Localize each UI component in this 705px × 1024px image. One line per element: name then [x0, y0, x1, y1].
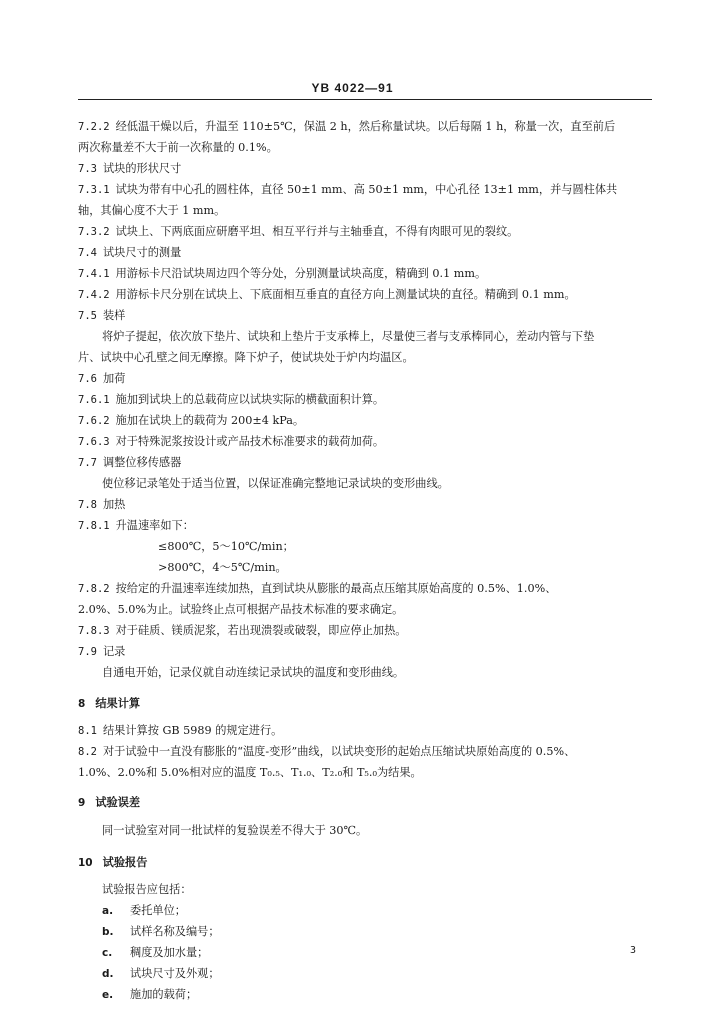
clause-number: 7.2.2	[78, 121, 110, 133]
clause-text-line: 将炉子提起，依次放下垫片、试块和上垫片于支承棒上，尽量使三者与支承棒同心，差动内管与下垫	[102, 330, 595, 343]
page-number: 3	[630, 945, 637, 956]
list-item-text: 试样名称及编号；	[130, 925, 220, 938]
list-item-letter: a.	[102, 905, 114, 917]
clause-number: 7.6.1	[78, 394, 110, 406]
list-item	[102, 925, 220, 939]
clause-text-line: 轴，其偏心度不大于 1 mm。	[78, 204, 226, 217]
list-item-letter: b.	[102, 926, 114, 938]
clause-text-line: 片、试块中心孔壁之间无摩擦。降下炉子，使试块处于炉内均温区。	[78, 351, 414, 364]
section-9-heading	[78, 796, 140, 810]
clause-7-3	[78, 162, 181, 176]
section-10-heading	[78, 856, 147, 870]
section-number: 8	[78, 698, 86, 710]
clause-number: 7.8.2	[78, 583, 110, 595]
clause-text-line: 使位移记录笔处于适当位置，以保证准确完整地记录试块的变形曲线。	[102, 477, 449, 490]
clause-8-1	[78, 724, 282, 738]
list-item-text: 稠度及加水量；	[130, 946, 209, 959]
clause-7-8-1	[78, 519, 194, 533]
clause-text: 对于硅质、镁质泥浆，若出现溃裂或破裂，即应停止加热。	[115, 624, 407, 637]
clause-7-6-1	[78, 393, 384, 407]
clause-number: 7.6	[78, 373, 97, 385]
clause-number: 7.8	[78, 499, 97, 511]
clause-7-7	[78, 456, 181, 470]
clause-number: 7.7	[78, 457, 97, 469]
list-item-text: 试块尺寸及外观；	[130, 967, 220, 980]
clause-text: 对于试验中一直没有膨胀的“温度-变形”曲线，以试块变形的起始点压缩试块原始高度的 0.5%、	[102, 745, 576, 758]
clause-text: 试块为带有中心孔的圆柱体，直径 50±1 mm、高 50±1 mm，中心孔径 13±1 mm，并与圆柱体共	[115, 183, 618, 196]
clause-7-4-2	[78, 288, 576, 302]
clause-7-2-2	[78, 120, 615, 134]
clause-7-4	[78, 246, 181, 260]
clause-number: 7.8.1	[78, 520, 110, 532]
clause-number: 8.2	[78, 746, 97, 758]
list-item-letter: e.	[102, 989, 114, 1001]
standard-code-header: YB 4022—91	[311, 81, 394, 95]
clause-text-line: 同一试验室对同一批试样的复验误差不得大于 30℃。	[102, 824, 368, 837]
list-item-text: 施加的载荷；	[130, 988, 198, 1001]
clause-text: 对于特殊泥浆按设计或产品技术标准要求的载荷加荷。	[115, 435, 385, 448]
clause-7-6-2	[78, 414, 304, 428]
clause-text-line: 自通电开始，记录仪就自动连续记录试块的温度和变形曲线。	[102, 666, 405, 679]
clause-number: 7.3.1	[78, 184, 110, 196]
list-item-letter: c.	[102, 947, 113, 959]
clause-text-line: 1.0%、2.0%和 5.0%相对应的温度 T₀.₅、T₁.₀、T₂.₀和 T₅.₀为结果。	[78, 766, 422, 779]
clause-text-line: 试验报告应包括：	[102, 883, 192, 896]
header-rule	[78, 99, 652, 100]
clause-7-6	[78, 372, 125, 386]
clause-heading: 试块的形状尺寸	[102, 162, 182, 175]
clause-7-5	[78, 309, 125, 323]
clause-text: 结果计算按 GB 5989 的规定进行。	[102, 724, 283, 737]
clause-text: 施加到试块上的总载荷应以试块实际的横截面积计算。	[115, 393, 385, 406]
clause-text: 经低温干燥以后，升温至 110±5℃，保温 2 h，然后称量试块。以后每隔 1 h，称量一次，直至前后	[115, 120, 616, 133]
clause-heading: 记录	[102, 645, 126, 658]
clause-number: 7.6.2	[78, 415, 110, 427]
clause-heading: 加热	[102, 498, 126, 511]
clause-7-3-1	[78, 183, 617, 197]
clause-heading: 装样	[102, 309, 126, 322]
clause-number: 7.6.3	[78, 436, 110, 448]
clause-number: 7.3.2	[78, 226, 110, 238]
clause-7-3-2	[78, 225, 518, 239]
clause-7-4-1	[78, 267, 486, 281]
clause-number: 7.4.1	[78, 268, 110, 280]
list-item-letter: d.	[102, 968, 114, 980]
section-title: 结果计算	[95, 697, 141, 710]
clause-text: 用游标卡尺沿试块周边四个等分处，分别测量试块高度，精确到 0.1 mm。	[115, 267, 487, 280]
clause-text: 升温速率如下：	[115, 519, 194, 532]
clause-7-8-3	[78, 624, 407, 638]
clause-number: 7.5	[78, 310, 97, 322]
list-item	[102, 904, 186, 918]
clause-text: 用游标卡尺分别在试块上、下底面相互垂直的直径方向上测量试块的直径。精确到 0.1 mm。	[115, 288, 576, 301]
clause-number: 7.4	[78, 247, 97, 259]
clause-7-8	[78, 498, 125, 512]
clause-number: 7.8.3	[78, 625, 110, 637]
clause-heading: 试块尺寸的测量	[102, 246, 182, 259]
clause-7-8-2	[78, 582, 556, 596]
clause-text-line: 两次称量差不大于前一次称量的 0.1%。	[78, 141, 278, 154]
clause-text: 试块上、下两底面应研磨平坦、相互平行并与主轴垂直，不得有肉眼可见的裂纹。	[115, 225, 519, 238]
section-title: 试验报告	[102, 856, 148, 869]
section-number: 10	[78, 857, 93, 869]
clause-number: 8.1	[78, 725, 97, 737]
clause-heading: 调整位移传感器	[102, 456, 182, 469]
clause-text-line: 2.0%、5.0%为止。试验终止点可根据产品技术标准的要求确定。	[78, 603, 404, 616]
list-item-text: 委托单位；	[130, 904, 186, 917]
clause-text: 按给定的升温速率连续加热，直到试块从膨胀的最高点压缩其原始高度的 0.5%、1.0%、	[115, 582, 557, 595]
clause-number: 7.9	[78, 646, 97, 658]
section-number: 9	[78, 797, 86, 809]
heating-rate-line-2: >800℃，4～5℃/min。	[158, 561, 287, 574]
clause-heading: 加荷	[102, 372, 126, 385]
list-item	[102, 988, 197, 1002]
section-title: 试验误差	[95, 796, 141, 809]
clause-number: 7.3	[78, 163, 97, 175]
section-8-heading	[78, 697, 140, 711]
clause-8-2	[78, 745, 575, 759]
clause-number: 7.4.2	[78, 289, 110, 301]
clause-text: 施加在试块上的载荷为 200±4 kPa。	[115, 414, 305, 427]
list-item	[102, 946, 208, 960]
heating-rate-line-1: ≤800℃，5～10℃/min；	[158, 540, 294, 553]
list-item	[102, 967, 220, 981]
clause-7-6-3	[78, 435, 384, 449]
clause-7-9	[78, 645, 125, 659]
